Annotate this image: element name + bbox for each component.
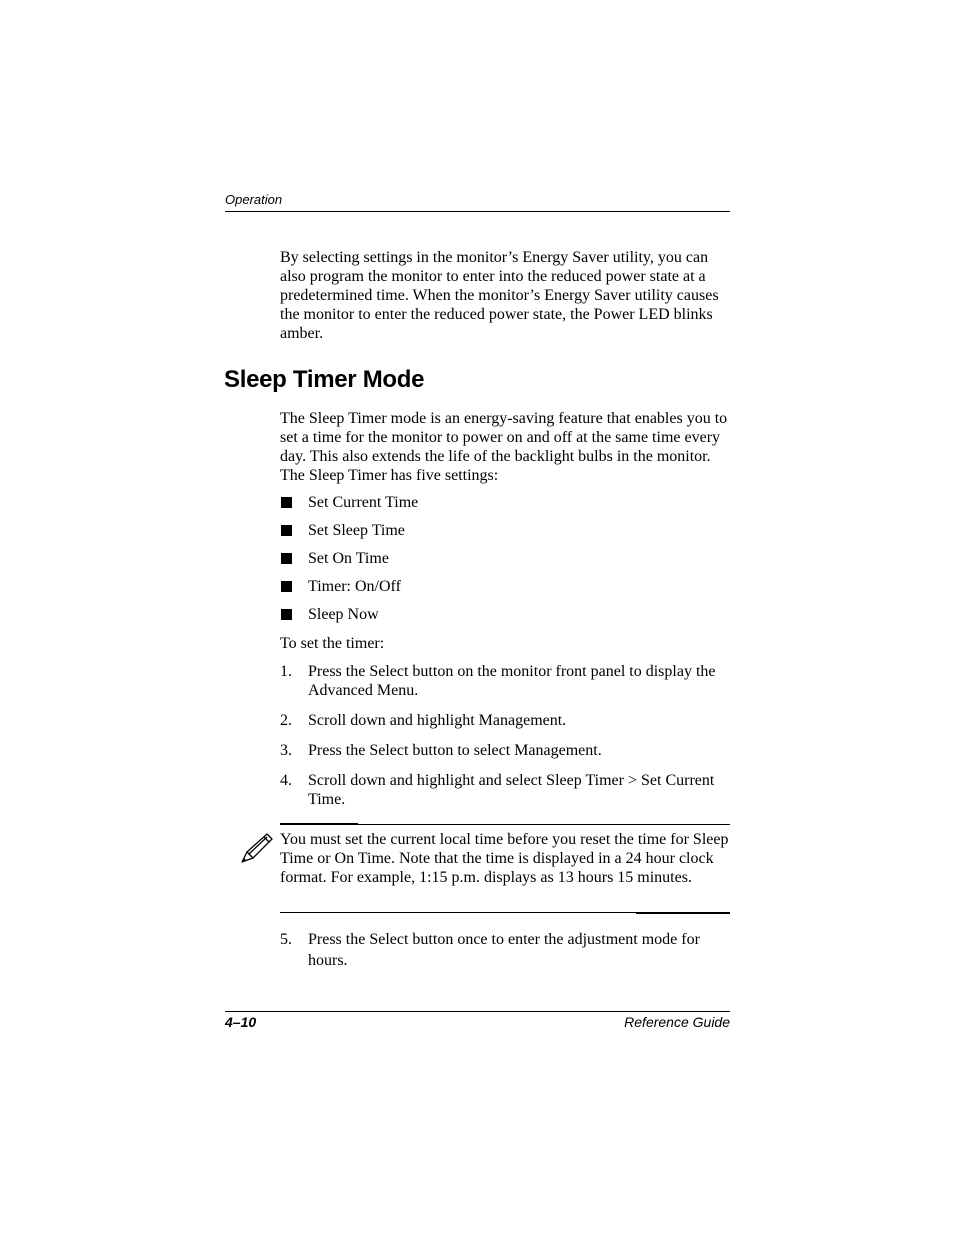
step-number: 2. bbox=[280, 712, 292, 729]
page-number: 4–10 bbox=[225, 1014, 257, 1030]
bullet-square-icon bbox=[281, 553, 292, 564]
step-number: 5. bbox=[280, 931, 292, 948]
note-text: You must set the current local time before you reset the time for Sleep Time or On Time. Note that the time is displayed in a 24 hour clock format. For example, 1:15 p.m. displays as 13 hours 15 minutes. bbox=[280, 831, 729, 886]
section-description: The Sleep Timer mode is an energy-saving feature that enables you to set a time for the monitor to power on and off at the same time every day. This also extends the life of the backlight bulbs in the monitor. The Sleep Timer has five settings: bbox=[280, 410, 728, 484]
step-number: 1. bbox=[280, 663, 292, 680]
step-text: Scroll down and highlight and select Sleep Timer > Set Current Time. bbox=[308, 772, 715, 808]
footer-rule bbox=[225, 1011, 730, 1012]
pencil-icon bbox=[240, 832, 274, 871]
note-rule-top bbox=[280, 824, 730, 825]
list-item-label: Sleep Now bbox=[308, 606, 379, 623]
step-number: 3. bbox=[280, 742, 292, 759]
list-item-label: Set Sleep Time bbox=[308, 522, 405, 539]
note-rule-bottom-thick bbox=[636, 912, 730, 914]
header-rule bbox=[225, 211, 730, 212]
running-head: Operation bbox=[225, 192, 283, 207]
bullet-square-icon bbox=[281, 609, 292, 620]
bullet-square-icon bbox=[281, 497, 292, 508]
intro-paragraph: By selecting settings in the monitor’s Energy Saver utility, you can also program the monitor to enter into the reduced power state at a predetermined time. When the monitor’s Energy Saver utility causes the monitor to enter the reduced power state, the Power LED blinks amber. bbox=[280, 249, 719, 342]
document-title: Reference Guide bbox=[624, 1014, 730, 1030]
bullet-square-icon bbox=[281, 525, 292, 536]
step-text: Press the Select button once to enter the adjustment mode for hours. bbox=[308, 931, 700, 969]
step-number: 4. bbox=[280, 772, 292, 789]
step-text: Press the Select button on the monitor front panel to display the Advanced Menu. bbox=[308, 663, 716, 699]
list-item-label: Set Current Time bbox=[308, 494, 419, 511]
list-item-label: Set On Time bbox=[308, 550, 389, 567]
list-item-label: Timer: On/Off bbox=[308, 578, 401, 595]
section-heading: Sleep Timer Mode bbox=[224, 366, 425, 393]
step-text: Scroll down and highlight Management. bbox=[308, 712, 567, 729]
step-text: Press the Select button to select Management. bbox=[308, 742, 602, 759]
bullet-square-icon bbox=[281, 581, 292, 592]
instructions-intro: To set the timer: bbox=[280, 635, 385, 652]
